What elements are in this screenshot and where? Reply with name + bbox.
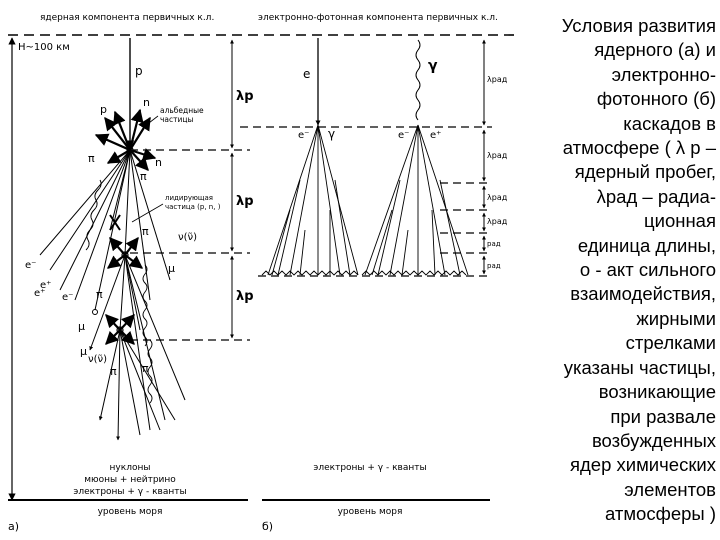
- electron-shower-left: [262, 125, 358, 275]
- pion-label-2: π: [142, 225, 149, 238]
- rad-label-5: рад: [487, 240, 501, 248]
- muon-label-3: μ: [80, 345, 87, 358]
- panel-b: [240, 13, 508, 533]
- electron-label-3: e⁻: [62, 292, 74, 303]
- pair-left-gamma: γ: [328, 127, 336, 141]
- caption-line: атмосфере ( λ р –: [562, 137, 716, 159]
- albedo-n-label: n: [143, 96, 150, 109]
- small-vertex: [93, 310, 98, 315]
- rad-label-3: λрад: [487, 193, 508, 202]
- panel-b-header: электронно-фотонная компонента первичных к.л.: [258, 13, 498, 23]
- legend-muons: мюоны + нейтрино: [84, 475, 176, 485]
- caption-line: каскадов в: [623, 112, 716, 134]
- pion-label-6: π: [88, 152, 95, 165]
- caption-line: Условия развития: [561, 15, 716, 36]
- electron-label-2: e⁺: [40, 280, 52, 291]
- primary-gamma-label: γ: [428, 58, 438, 74]
- caption-line: возбужденных: [591, 429, 716, 451]
- panel-b-letter: б): [262, 520, 274, 533]
- pion-label-4: π: [142, 362, 149, 375]
- leading-caption-1: лидирующая: [165, 194, 213, 202]
- primary-proton-label: p: [135, 64, 143, 78]
- electron-label-1: e⁻: [25, 260, 37, 271]
- legend-electrons-gamma: электроны + γ - кванты: [313, 463, 427, 473]
- caption-line: ядерный пробег,: [574, 161, 716, 183]
- albedo-p-label: p: [100, 103, 107, 116]
- pair-right-e-minus: e⁻: [398, 130, 410, 141]
- rad-label-1: λрад: [487, 75, 508, 84]
- sea-level-label-a: уровень моря: [97, 507, 163, 517]
- caption-line: электронно-: [611, 63, 716, 85]
- neutron-label: n: [155, 156, 162, 169]
- caption-line: возникающие: [598, 381, 716, 403]
- pion-label-3: π: [96, 288, 103, 301]
- albedo-caption-2: частицы: [160, 115, 194, 124]
- electron-label-4: e⁺: [34, 288, 46, 299]
- panel-a-letter: а): [8, 520, 20, 533]
- rad-label-2: λрад: [487, 151, 508, 160]
- legend-nucleons: нуклоны: [109, 463, 151, 473]
- neutrino-label-2: ν(ν̃): [88, 354, 107, 365]
- caption-line: о - акт сильного: [579, 259, 716, 281]
- lambda-label-3: λp: [236, 289, 254, 304]
- rad-label-6: рад: [487, 262, 501, 270]
- legend-electrons: электроны + γ - кванты: [73, 487, 187, 497]
- caption-line: атмосферы ): [604, 503, 716, 525]
- electron-shower-right: [362, 125, 468, 275]
- primary-gamma-track: [416, 40, 420, 120]
- caption-line: элементов: [624, 478, 716, 500]
- lambda-label-2: λp: [236, 194, 254, 209]
- rad-label-4: λрад: [487, 217, 508, 226]
- caption-line: ционная: [644, 210, 716, 232]
- caption-line: λрад – радиа-: [596, 185, 716, 207]
- figure-caption: [520, 14, 716, 527]
- panel-a-header: ядерная компонента первичных к.л.: [40, 13, 215, 23]
- caption-line: жирными: [636, 307, 716, 329]
- leading-caption-2: частица (p, n, ): [165, 203, 221, 211]
- caption-line: при развале: [610, 405, 716, 427]
- caption-line: ядерного (а) и: [594, 39, 716, 61]
- lambda-label-1: λp: [236, 89, 254, 104]
- caption-line: ядер химических: [569, 454, 716, 476]
- altitude-label: H~100 км: [18, 42, 70, 53]
- albedo-caption-1: альбедные: [160, 106, 204, 115]
- pair-left-e: e⁻: [298, 130, 310, 141]
- pion-label-1: π: [140, 170, 147, 183]
- caption-line: стрелками: [625, 332, 716, 354]
- neutrino-label-1: ν(ν̃): [178, 232, 197, 243]
- caption-line: указаны частицы,: [563, 356, 716, 378]
- caption-line: взаимодействия,: [570, 283, 716, 305]
- pair-right-e-plus: e⁺: [430, 130, 442, 141]
- muon-label-2: μ: [78, 320, 85, 333]
- caption-line: единица длины,: [577, 234, 716, 256]
- primary-electron-label: e: [303, 67, 311, 81]
- sea-level-label-b: уровень моря: [337, 507, 403, 517]
- pion-label-5: π: [110, 365, 117, 378]
- caption-line: фотонного (б): [596, 88, 716, 110]
- muon-label-1: μ: [168, 262, 175, 275]
